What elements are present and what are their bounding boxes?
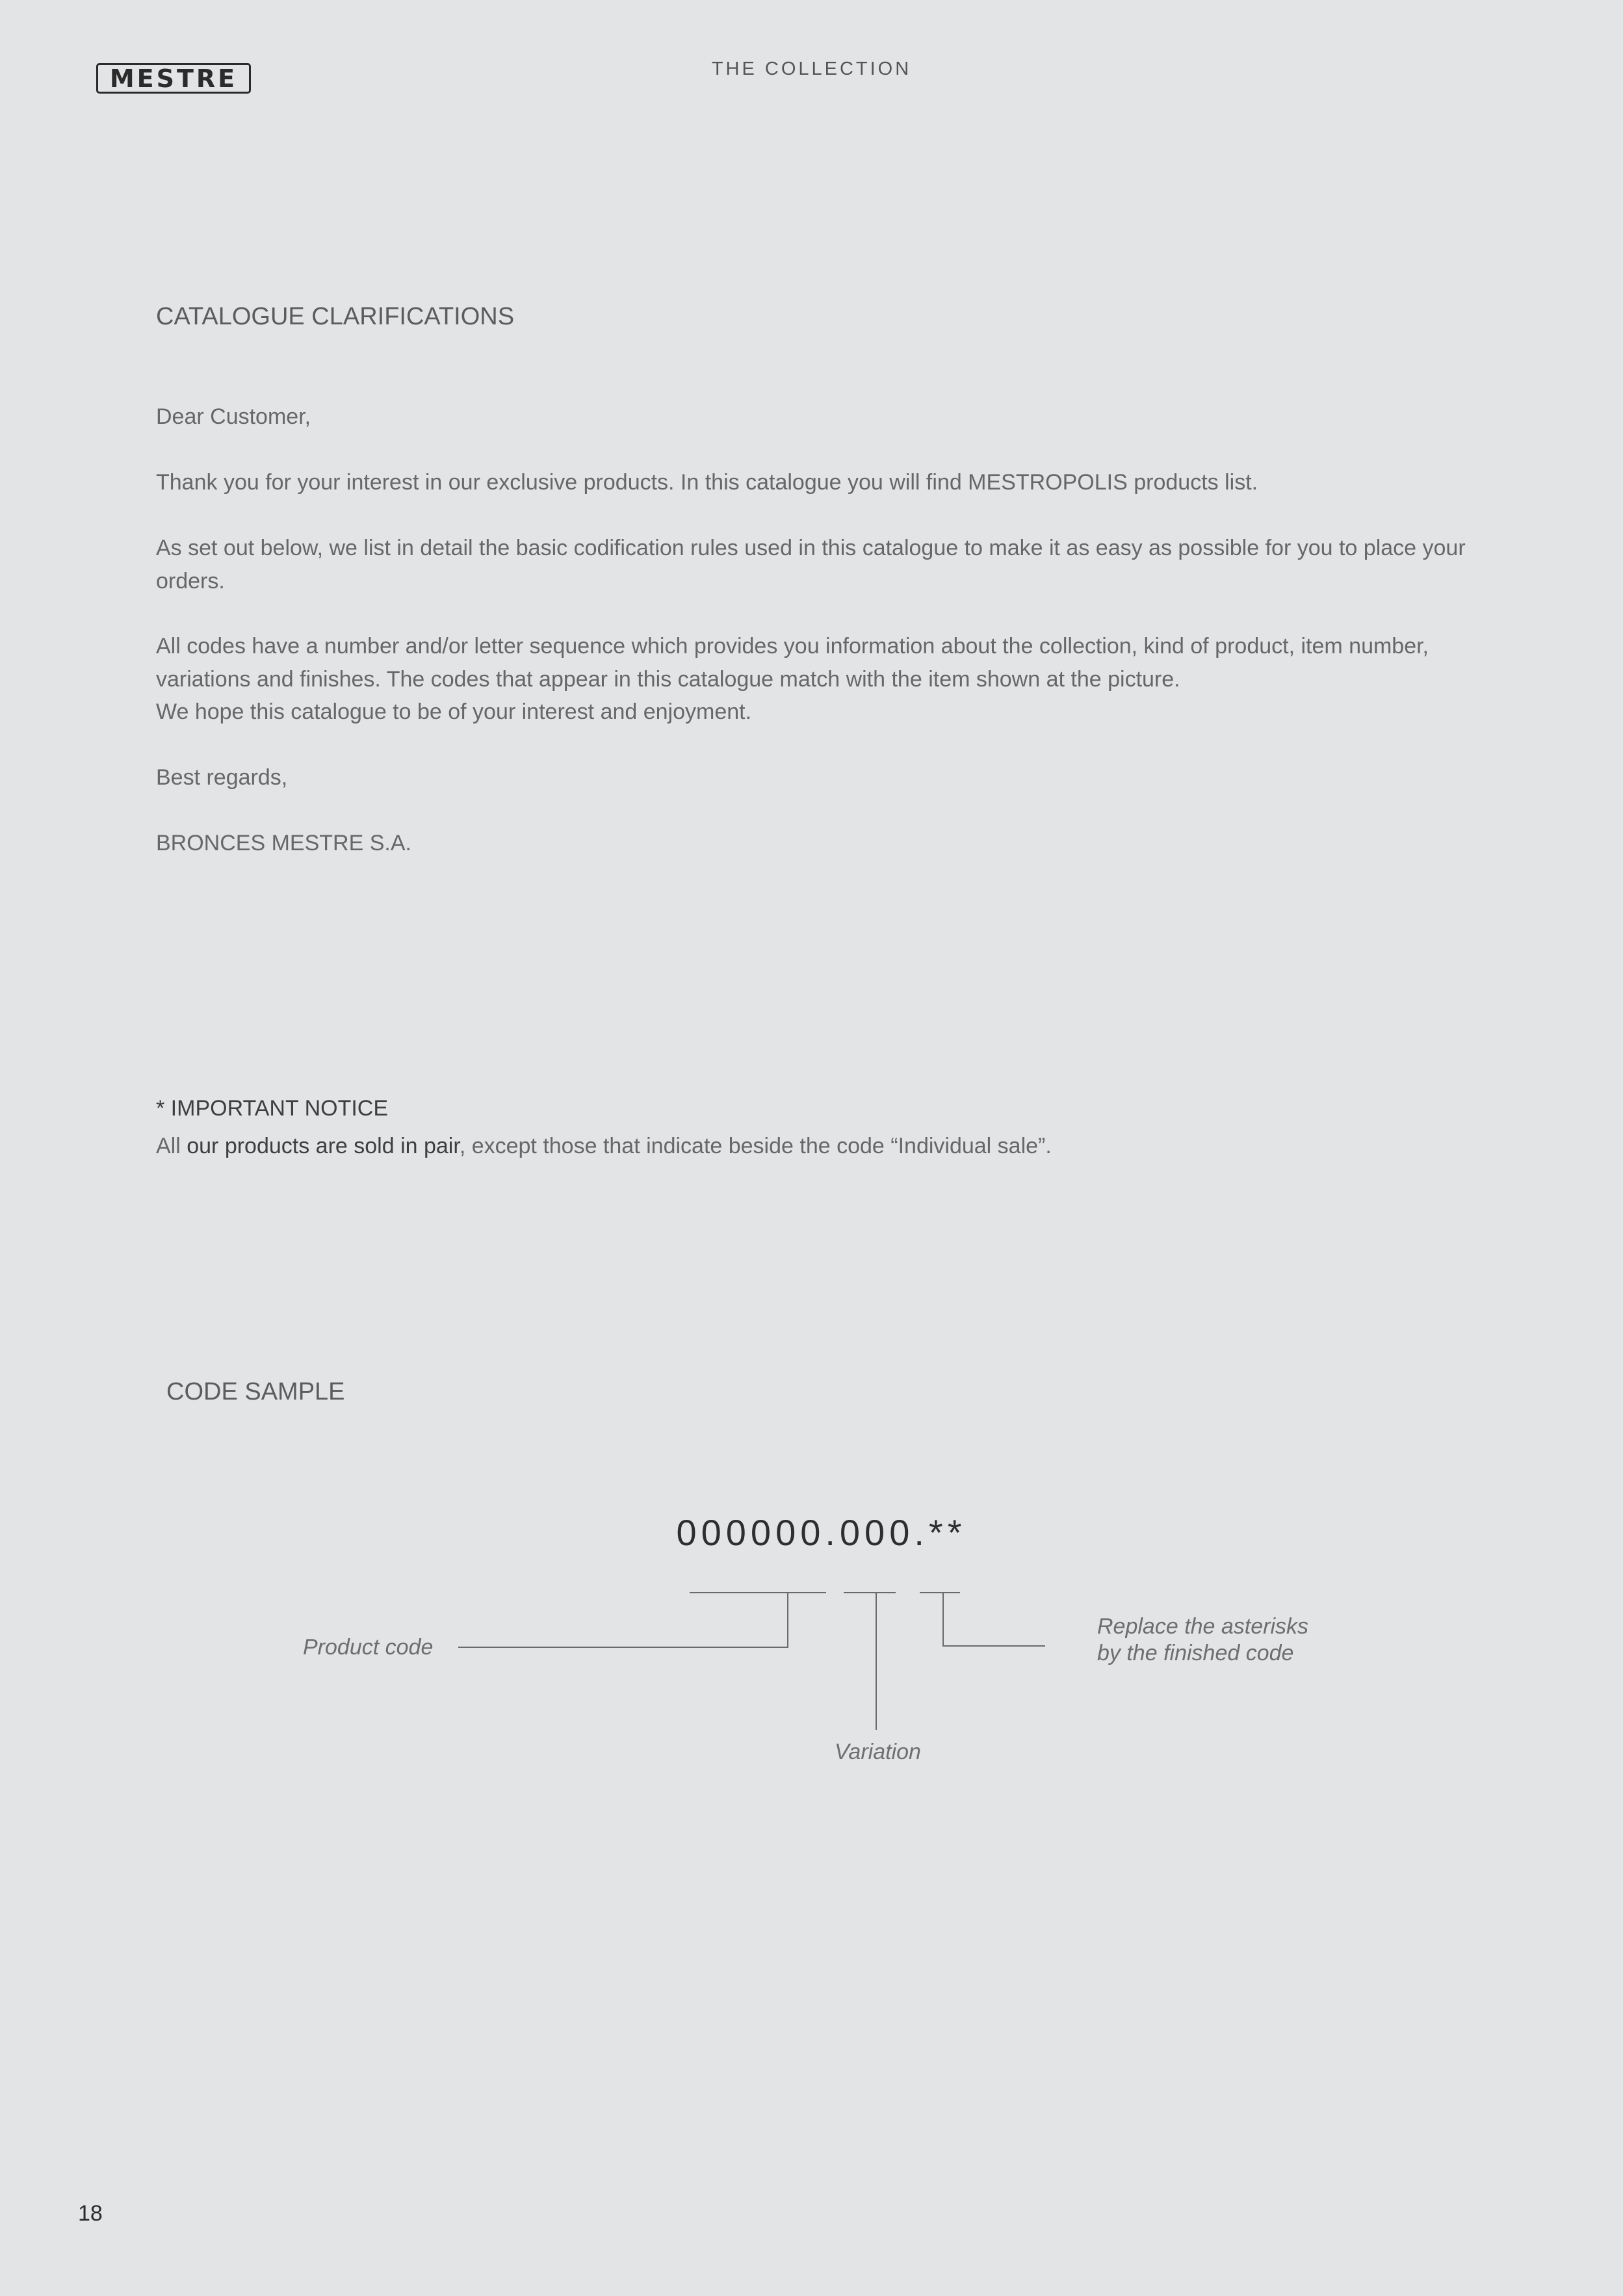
product-code-leader	[458, 1647, 788, 1648]
finish-connector	[942, 1592, 944, 1647]
section-title-code-sample: CODE SAMPLE	[166, 1378, 345, 1405]
finish-leader	[942, 1645, 1045, 1647]
paragraph-codes: All codes have a number and/or letter sequence which provides you information about the collection, kind of product, item number, variations and finishes. The codes that appear in this catalogue match with the item shown at the picture.	[156, 634, 1429, 692]
greeting: Dear Customer,	[156, 404, 311, 429]
notice-text-strong: our products are sold in pair	[187, 1134, 460, 1158]
notice-text	[156, 1134, 1052, 1159]
code-sample-value: 000000.000.**	[676, 1512, 967, 1553]
finish-bracket	[920, 1592, 960, 1593]
paragraph-intro: Thank you for your interest in our exclusive products. In this catalogue you will find MESTROPOLIS products list.	[156, 470, 1258, 495]
notice-text-rest: , except those that indicate beside the code “Individual sale”.	[459, 1134, 1052, 1158]
logo-text: MESTRE	[109, 64, 238, 93]
closing: Best regards,	[156, 765, 288, 790]
section-title-clarifications: CATALOGUE CLARIFICATIONS	[156, 303, 515, 330]
page-number: 18	[78, 2201, 103, 2226]
notice-title: * IMPORTANT NOTICE	[156, 1096, 389, 1121]
product-code-bracket	[690, 1592, 826, 1593]
variation-bracket	[844, 1592, 896, 1593]
product-code-connector	[787, 1592, 788, 1648]
notice-text-lead: All	[156, 1134, 187, 1158]
label-variation: Variation	[835, 1740, 921, 1764]
variation-leader	[876, 1592, 877, 1730]
label-replace-asterisks-line1: Replace the asterisks	[1097, 1614, 1309, 1639]
label-replace-asterisks-line2: by the finished code	[1097, 1641, 1294, 1665]
paragraph-codification: As set out below, we list in detail the basic codification rules used in this catalogue to make it as easy as possible for you to place your orders.	[156, 536, 1466, 594]
paragraph-enjoyment: We hope this catalogue to be of your interest and enjoyment.	[156, 699, 752, 724]
signature: BRONCES MESTRE S.A.	[156, 831, 411, 855]
label-product-code: Product code	[303, 1635, 434, 1660]
header-title: THE COLLECTION	[711, 59, 912, 79]
